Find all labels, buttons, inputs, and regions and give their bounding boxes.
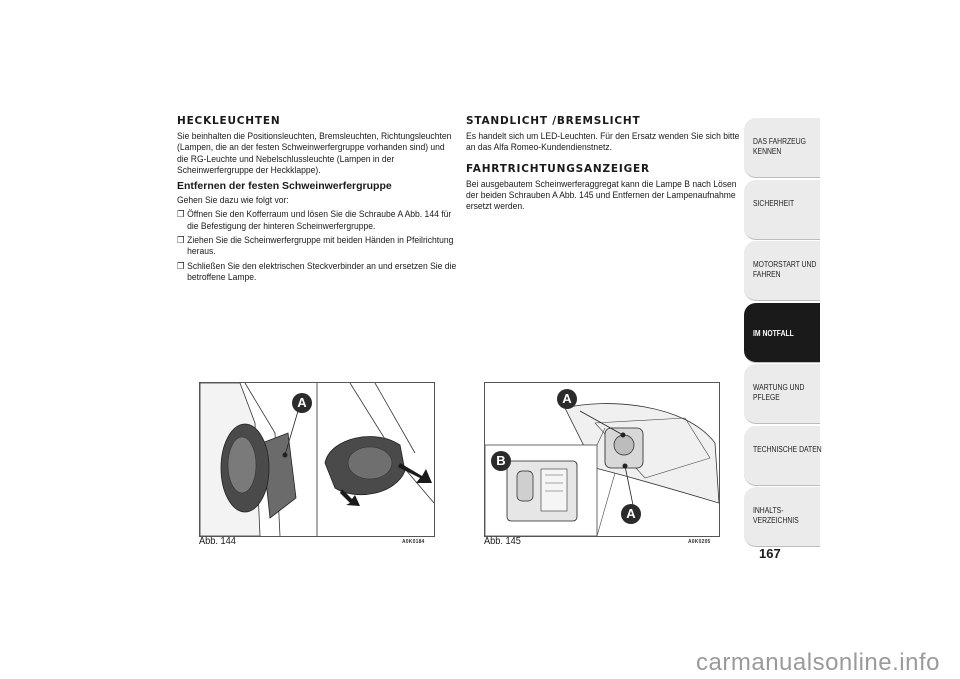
- bullet-text: Öffnen Sie den Kofferraum und lösen Sie die Schraube A Abb. 144 für die Befestigung der hinteren Scheinwerfergruppe.: [187, 209, 452, 231]
- bullet-item: [177, 235, 457, 258]
- lamp-holder-illustration: [485, 383, 719, 536]
- subheading-entfernen: Entfernen der festen Schweinwerfergruppe: [177, 180, 392, 193]
- tab-sicherheit[interactable]: [744, 180, 820, 240]
- bullet-text: Schließen Sie den elektrischen Steckverbinder an und ersetzen Sie die betroffene Lampe.: [187, 260, 457, 282]
- tab-label: TECHNISCHE DATEN: [753, 444, 822, 454]
- bullet-item: [177, 261, 457, 284]
- callout-a: A: [292, 393, 312, 413]
- tab-label: MOTORSTART UND FAHREN: [753, 260, 817, 279]
- tab-label: DAS FAHRZEUG KENNEN: [753, 137, 806, 156]
- intro-paragraph: Sie beinhalten die Positionsleuchten, Bremsleuchten, Richtungsleuchten (Lampen, die an der festen Schweinwerfergruppe vorhanden sind) und die RG-Leuchte und Nebelschlussleuchte (Lampen in der Scheinwerfergruppe der Heckklappe).: [177, 131, 452, 175]
- callout-a-top: A: [557, 389, 577, 409]
- tab-label: SICHERHEIT: [753, 198, 795, 208]
- right-column: [466, 114, 748, 215]
- tab-das-fahrzeug-kennen[interactable]: [744, 118, 820, 178]
- checkbox-bullet-icon: ❒: [177, 235, 185, 246]
- figure-caption: Abb. 145: [484, 536, 521, 547]
- callout-a-bottom: A: [621, 504, 641, 524]
- chapter-tabs: [744, 118, 820, 549]
- section-heading-heckleuchten: HECKLEUCHTEN: [177, 115, 281, 127]
- tab-label: INHALTS- VERZEICHNIS: [753, 506, 799, 525]
- tab-label: WARTUNG UND PFLEGE: [753, 383, 805, 402]
- figure-caption: Abb. 144: [199, 536, 236, 547]
- standlicht-paragraph: Es handelt sich um LED-Leuchten. Für den Ersatz wenden Sie sich bitte an das Alfa Romeo-Kundendienstnetz.: [466, 131, 740, 153]
- fahrtrichtungsanzeiger-paragraph: Bei ausgebautem Scheinwerferaggregat kann die Lampe B nach Lösen der beiden Schrauben A Abb. 145 und Entfernen der Lampenaufnahme ersetzt werden.: [466, 178, 737, 212]
- page-number: 167: [759, 546, 781, 561]
- tab-wartung-und-pflege[interactable]: [744, 364, 820, 424]
- section-heading-standlicht: STANDLICHT /BREMSLICHT: [466, 115, 641, 127]
- figure-145: [484, 382, 720, 537]
- tab-motorstart-und-fahren[interactable]: [744, 241, 820, 301]
- section-heading-fahrtrichtungsanzeiger: FAHRTRICHTUNGSANZEIGER: [466, 162, 650, 175]
- watermark: carmanualsonline.info: [696, 649, 940, 676]
- callout-b: B: [491, 451, 511, 471]
- tab-im-notfall[interactable]: [744, 303, 820, 363]
- tab-inhaltsverzeichnis[interactable]: [744, 487, 820, 547]
- tab-label: IM NOTFALL: [753, 328, 794, 338]
- checkbox-bullet-icon: ❒: [177, 260, 185, 271]
- left-column: [177, 114, 459, 286]
- bullet-item: [177, 209, 457, 232]
- rear-light-removal-illustration: [200, 383, 434, 536]
- figure-code: A0K0205: [688, 539, 711, 545]
- figure-144: [199, 382, 435, 537]
- tab-technische-daten[interactable]: [744, 426, 820, 486]
- checkbox-bullet-icon: ❒: [177, 209, 185, 220]
- lead-paragraph: Gehen Sie dazu wie folgt vor:: [177, 195, 289, 206]
- bullet-text: Ziehen Sie die Scheinwerfergruppe mit beiden Händen in Pfeilrichtung heraus.: [187, 235, 454, 257]
- figure-code: A0K0184: [402, 539, 425, 545]
